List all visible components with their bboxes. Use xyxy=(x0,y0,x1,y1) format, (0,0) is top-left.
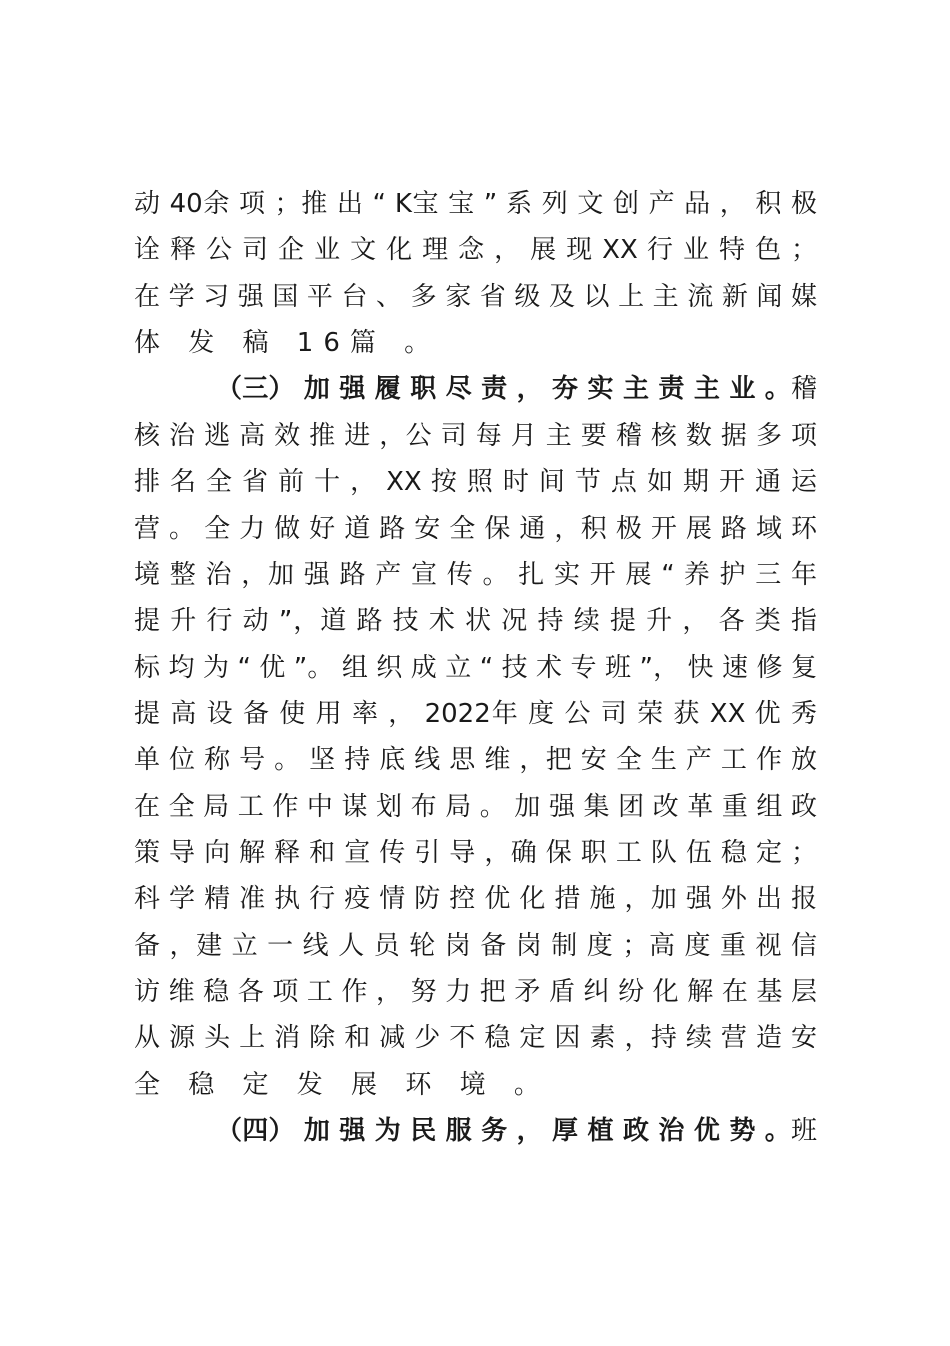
text-line: 从 源 头 上 消 除 和 减 少 不 稳 定 因 素 ，持 续 营 造 安 xyxy=(134,1023,817,1053)
text-line: 动 40余 项 ；推 出 “ K宝 宝 ” 系 列 文 创 产 品 ， 积 极 xyxy=(134,189,817,219)
text-line: 核 治 逃 高 效 推 进 ，公 司 每 月 主 要 稽 核 数 据 多 项 xyxy=(134,421,817,451)
text-line: 在 学 习 强 国 平 台 、 多 家 省 级 及 以 上 主 流 新 闻 媒 xyxy=(134,282,817,312)
text-line: 营 。 全 力 做 好 道 路 安 全 保 通 ，积 极 开 展 路 域 环 xyxy=(134,514,817,544)
text-line: 提 升 行 动 ”，道 路 技 术 状 况 持 续 提 升 ， 各 类 指 xyxy=(134,606,817,636)
text-line: 全 稳 定 发 展 环 境 。 xyxy=(134,1070,550,1100)
text-line: 标 均 为 “ 优 ”。 组 织 成 立 “ 技 术 专 班 ”， 快 速 修 复 xyxy=(134,653,817,683)
text-line: 访 维 稳 各 项 工 作 ， 努 力 把 矛 盾 纠 纷 化 解 在 基 层 xyxy=(134,977,817,1007)
text-line: 在 全 局 工 作 中 谋 划 布 局 。 加 强 集 团 改 革 重 组 政 xyxy=(134,792,817,822)
text-line: 排 名 全 省 前 十 ， XX 按 照 时 间 节 点 如 期 开 通 运 xyxy=(134,467,817,497)
text-line: 备 ，建 立 一 线 人 员 轮 岗 备 岗 制 度 ；高 度 重 视 信 xyxy=(134,931,817,961)
section-four-first-line xyxy=(216,1113,817,1149)
section-three-heading: （三） 加 强 履 职 尽 责 ， 夯 实 主 责 主 业 。 xyxy=(216,374,791,404)
text-line: 策 导 向 解 释 和 宣 传 引 导 ，确 保 职 工 队 伍 稳 定 ； xyxy=(134,838,817,868)
text-line: 科 学 精 准 执 行 疫 情 防 控 优 化 措 施 ，加 强 外 出 报 xyxy=(134,884,817,914)
section-four-heading: （四） 加 强 为 民 服 务 ， 厚 植 政 治 优 势 。 xyxy=(216,1116,791,1146)
text-line: 单 位 称 号 。 坚 持 底 线 思 维 ，把 安 全 生 产 工 作 放 xyxy=(134,745,817,775)
section-three-first-line xyxy=(216,371,817,407)
section-four-first-line-tail: 班 xyxy=(790,1116,817,1146)
text-line: 境 整 治 ，加 强 路 产 宣 传 。 扎 实 开 展 “ 养 护 三 年 xyxy=(134,560,817,590)
text-line: 诠 释 公 司 企 业 文 化 理 念 ， 展 现 XX 行 业 特 色 ； xyxy=(134,235,817,265)
text-line: 提 高 设 备 使 用 率 ， 2022年 度 公 司 荣 获 XX 优 秀 xyxy=(134,699,817,729)
section-three-first-line-tail: 稽 xyxy=(790,374,817,404)
text-line: 体 发 稿 16篇 。 xyxy=(134,328,441,358)
